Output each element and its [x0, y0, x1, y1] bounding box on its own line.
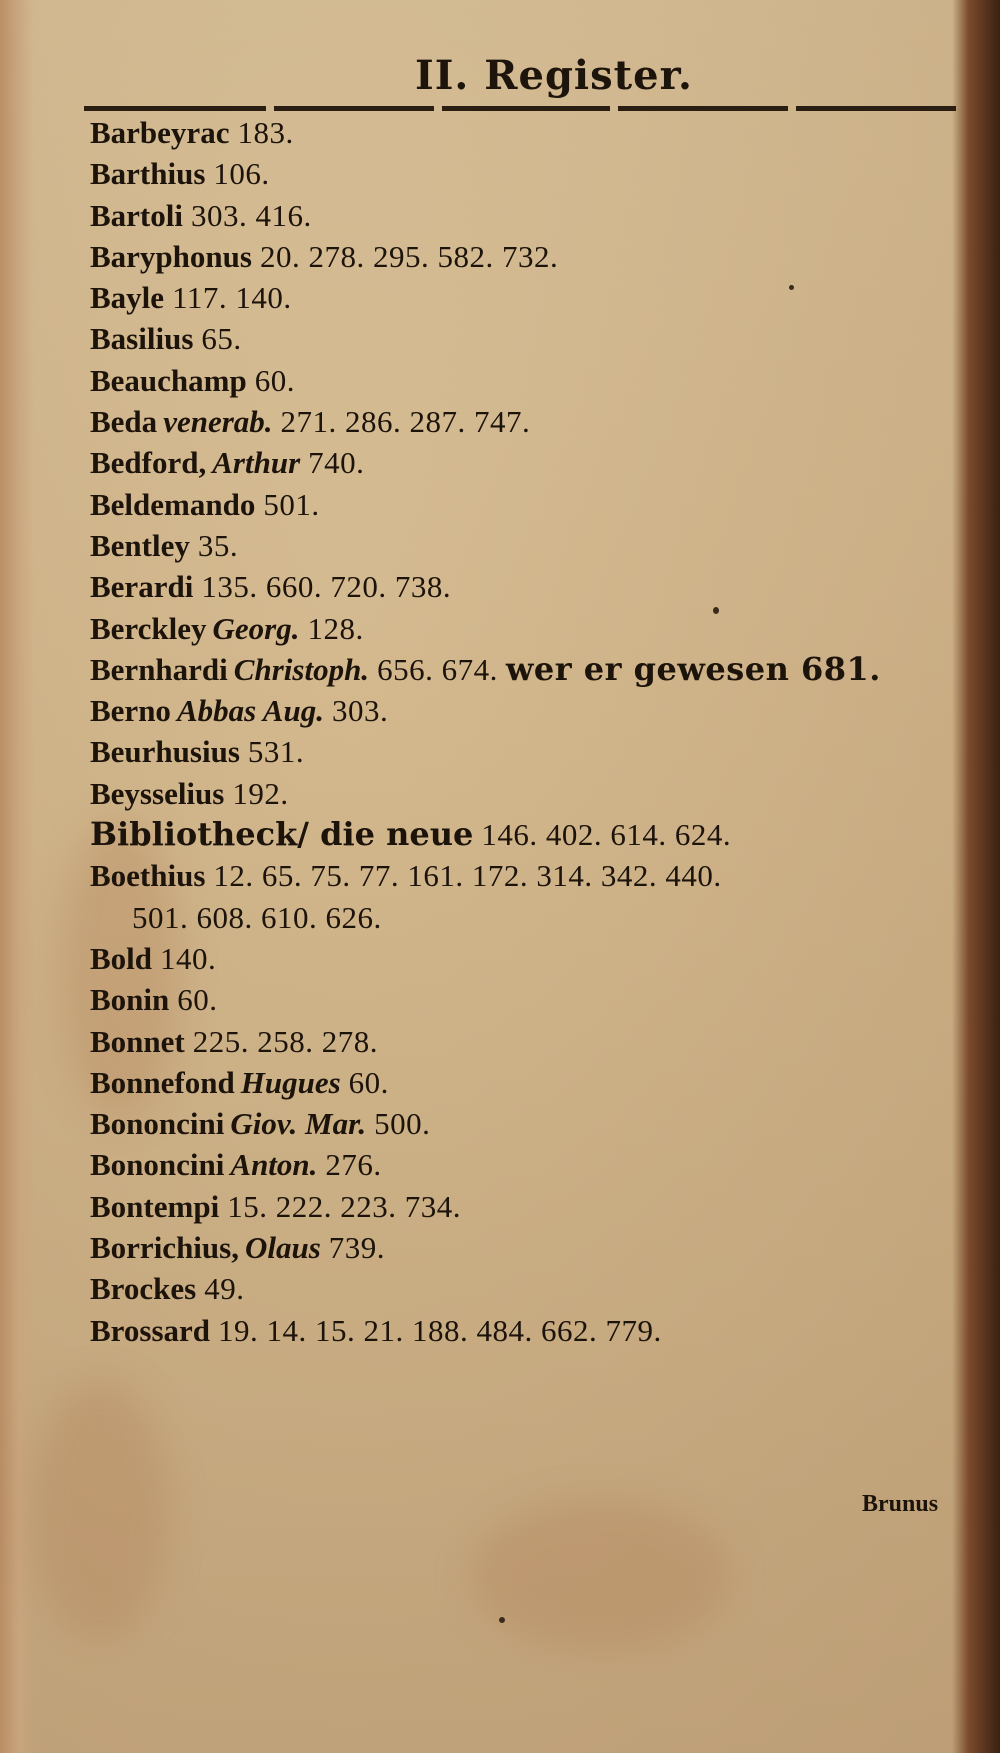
entry-page-refs: 225. 258. 278. — [192, 1023, 378, 1059]
entry-name: Barbeyrac — [90, 115, 230, 150]
register-entry — [90, 1144, 950, 1185]
entry-name: Basilius — [90, 321, 194, 357]
entry-page-refs: 656. 674. — [377, 651, 498, 687]
entry-name: Bonnefond — [90, 1064, 235, 1100]
entry-page-refs: 128. — [307, 610, 364, 646]
header-rule — [84, 106, 266, 111]
page-title: II. Register. — [415, 52, 693, 99]
register-entry — [90, 938, 950, 979]
entry-name: Bartoli — [90, 197, 183, 233]
entry-given-name: Georg. — [212, 610, 300, 646]
entry-page-refs: 35. — [197, 527, 239, 563]
entry-name: Beda — [90, 404, 158, 440]
entry-name: Bedford, — [90, 445, 207, 481]
entry-name: Bonnet — [90, 1023, 185, 1059]
register-entry — [90, 1062, 950, 1103]
entry-name: Brockes — [90, 1271, 197, 1307]
catchword: Brunus — [862, 1491, 939, 1517]
entry-page-refs: 60. — [348, 1064, 389, 1100]
register-entry — [90, 979, 950, 1020]
entry-page-refs: 501. — [263, 486, 320, 522]
entry-name: Bayle — [90, 280, 165, 316]
entry-name: Beysselius — [90, 775, 225, 811]
entry-name: Boethius — [90, 858, 206, 894]
page-left-edge — [0, 0, 34, 1753]
entry-note: wer er gewesen 681. — [505, 649, 881, 688]
entry-page-refs: 60. — [177, 982, 218, 1018]
entry-page-refs: 531. — [247, 734, 305, 770]
entry-name: Beurhusius — [90, 734, 240, 770]
header-rule — [274, 106, 434, 111]
entry-page-refs: 183. — [237, 115, 294, 150]
entry-given-name: Abbas Aug. — [176, 693, 324, 729]
entry-page-refs: 15. 222. 223. 734. — [227, 1188, 461, 1224]
register-entry-continuation — [90, 897, 950, 938]
entry-page-refs: 276. — [325, 1147, 382, 1183]
entry-name: Berckley — [90, 610, 207, 646]
register-entry — [90, 318, 950, 359]
entry-page-refs: 501. 608. 610. 626. — [132, 899, 382, 935]
register-entry — [90, 608, 950, 649]
register-entry — [90, 153, 950, 194]
entry-page-refs: 146. 402. 614. 624. — [481, 817, 732, 853]
register-entry — [90, 814, 950, 855]
entry-given-name: Hugues — [240, 1064, 341, 1100]
entry-name: Bibliotheck/ die neue — [90, 815, 474, 854]
entry-name: Bonin — [90, 982, 170, 1018]
entry-page-refs: 140. — [160, 940, 217, 976]
entry-name: Beldemando — [90, 486, 256, 522]
register-entry — [90, 690, 950, 731]
register-entry — [90, 1268, 950, 1309]
header-rule — [618, 106, 788, 111]
entry-name: Bold — [90, 940, 153, 976]
register-entry — [90, 236, 950, 277]
entry-name: Berno — [90, 693, 171, 729]
entry-name: Bernhardi — [90, 651, 228, 687]
register-entry — [90, 566, 950, 607]
register-entry — [90, 1021, 950, 1062]
register-entry — [90, 360, 950, 401]
entry-name: Borrichius, — [90, 1230, 239, 1266]
entry-page-refs: 271. 286. 287. 747. — [280, 404, 531, 440]
register-entry — [90, 112, 950, 153]
entry-page-refs: 12. 65. 75. 77. 161. 172. 314. 342. 440. — [213, 858, 722, 894]
entry-page-refs: 303. 416. — [191, 197, 312, 233]
entry-page-refs: 49. — [204, 1271, 245, 1307]
entry-name: Beauchamp — [90, 362, 247, 398]
register-entry — [90, 1227, 950, 1268]
entry-given-name: Olaus — [244, 1230, 321, 1266]
register-entry — [90, 484, 950, 525]
entry-page-refs: 303. — [331, 693, 389, 729]
register-entry — [90, 442, 950, 483]
register-entry — [90, 1103, 950, 1144]
book-spine-edge — [952, 0, 1000, 1753]
entry-name: Bononcini — [90, 1147, 225, 1183]
entry-page-refs: 65. — [201, 321, 242, 357]
register-entry — [90, 731, 950, 772]
entry-given-name: Anton. — [230, 1147, 318, 1183]
entry-name: Bononcini — [90, 1106, 225, 1142]
entry-name: Brossard — [90, 1312, 211, 1348]
entry-page-refs: 135. 660. 720. 738. — [201, 569, 452, 605]
entry-name: Berardi — [90, 569, 194, 605]
register-entry — [90, 1310, 950, 1351]
ink-speck — [713, 607, 719, 614]
register-entry — [90, 195, 950, 236]
entry-name: Barthius — [90, 156, 206, 192]
entry-name: Baryphonus — [90, 238, 252, 274]
paper-stain — [470, 1500, 730, 1650]
register-entries — [90, 112, 950, 1351]
entry-given-name: Christoph. — [233, 651, 370, 687]
register-entry — [90, 1186, 950, 1227]
entry-name: Bontempi — [90, 1188, 220, 1224]
paper-stain — [30, 1380, 170, 1640]
entry-page-refs: 117. 140. — [172, 280, 292, 316]
header-rule — [796, 106, 956, 111]
entry-given-name: venerab. — [163, 404, 273, 440]
entry-page-refs: 60. — [254, 362, 295, 398]
entry-given-name: Giov. Mar. — [230, 1106, 367, 1142]
page-header — [0, 44, 1000, 114]
header-rule — [442, 106, 610, 111]
ink-speck — [789, 285, 794, 290]
register-entry — [90, 277, 950, 318]
entry-page-refs: 500. — [374, 1106, 431, 1142]
register-entry — [90, 525, 950, 566]
register-entry — [90, 649, 950, 690]
register-entry — [90, 401, 950, 442]
entry-name: Bentley — [90, 527, 190, 563]
entry-given-name: Arthur — [212, 445, 301, 481]
entry-page-refs: 739. — [328, 1230, 386, 1266]
register-entry — [90, 855, 950, 896]
entry-page-refs: 20. 278. 295. 582. 732. — [259, 238, 559, 274]
entry-page-refs: 740. — [308, 445, 365, 481]
entry-page-refs: 192. — [232, 775, 289, 811]
ink-speck — [499, 1617, 505, 1623]
entry-page-refs: 19. 14. 15. 21. 188. 484. 662. 779. — [218, 1312, 662, 1348]
register-entry — [90, 773, 950, 814]
entry-page-refs: 106. — [213, 156, 270, 192]
